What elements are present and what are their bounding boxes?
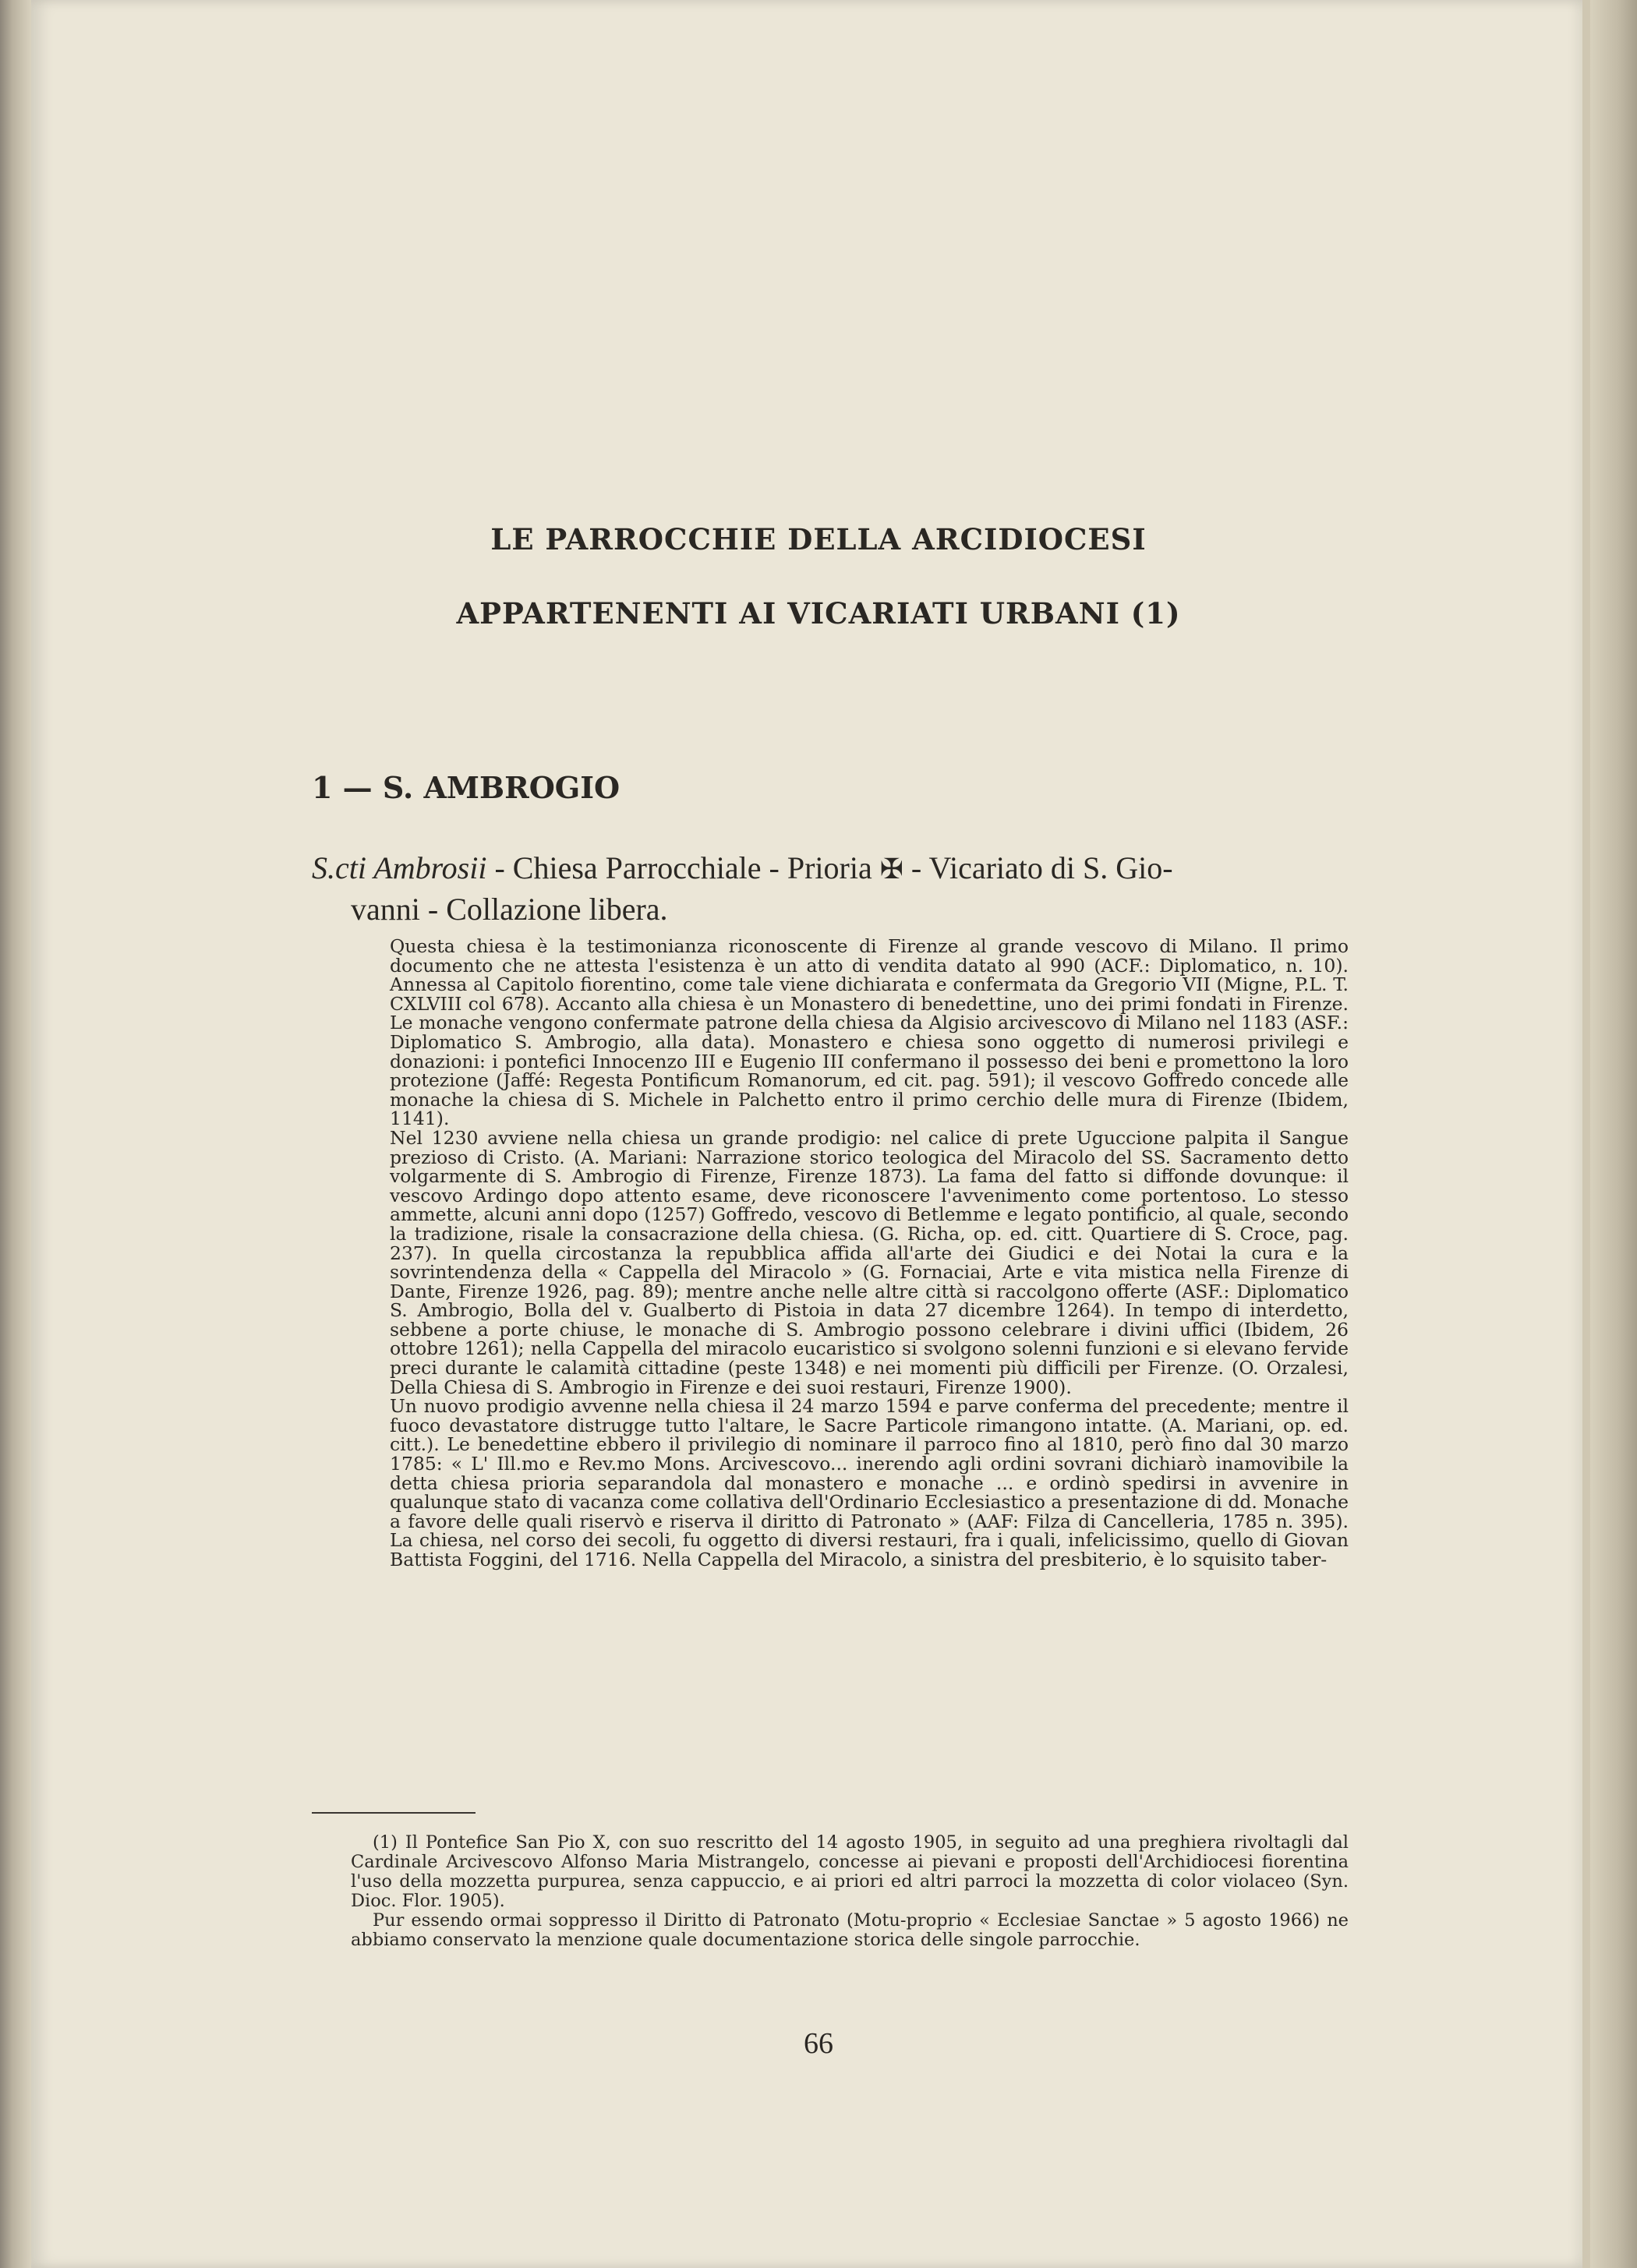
document-title: LE PARROCCHIE DELLA ARCIDIOCESI [490, 522, 1147, 556]
scan-left-edge [0, 0, 31, 2268]
body-paragraph-2: Nel 1230 avviene nella chiesa un grande prodigio: nel calice di prete Uguccione palpita il Sangue prezioso di Cristo. (A. Mariani: Narrazione storico teologica del Miracolo del SS. Sacramento detto volgarmente di S. Ambrogio di Firenze, Firenze 1873). La fama del fatto si diffonde dovunque: il vescovo Ardingo dopo attento esame, deve riconoscere l'avvenimento come portentoso. Lo stesso ammette, alcuni anni dopo (1257) Goffredo, vescovo di Betlemme e legato pontificio, al quale, secondo la tradizione, risale la consacrazione della chiesa. (G. Richa, op. ed. citt. Quartiere di S. Croce, pag. 237). In quella circostanza la repubblica affida all'arte dei Giudici e dei Notai la cura e la sovrintendenza della « Cappella del Miracolo » (G. Fornaciai, Arte e vita mistica nella Firenze di Dante, Firenze 1926, pag. 89); mentre anche nelle altre città si raccolgono offerte (ASF.: Diplomatico S. Ambrogio, Bolla del v. Gualberto di Pistoia in data 27 dicembre 1264). In tempo di interdetto, sebbene a porte chiuse, le monache di S. Ambrogio possono celebrare i divini uffici (Ibidem, 26 ottobre 1261); nella Cappella del miracolo eucaristico si svolgono solenni funzioni e si elevano fervide preci durante le calamità cittadine (peste 1348) e nei momenti più difficili per Firenze. (O. Orzalesi, Della Chiesa di S. Ambrogio in Firenze e dei suoi restauri, Firenze 1900). [390, 1126, 1349, 1398]
intro-vicariate: - Vicariato di S. Gio- [903, 850, 1173, 885]
section-intro [312, 848, 1349, 930]
footnote-rule [312, 1812, 476, 1814]
document-subtitle: APPARTENENTI AI VICARIATI URBANI (1) [456, 596, 1181, 631]
intro-church-type: - Chiesa Parrocchiale - Prioria [486, 850, 880, 885]
body-paragraph-3: Un nuovo prodigio avvenne nella chiesa il 24 marzo 1594 e parve conferma del precedente; mentre il fuoco devastatore distrugge tutto l'altare, le Sacre Particole rimangono intatte. (A. Mariani, op. ed. citt.). Le benedettine ebbero il privilegio di nominare il parroco fino al 1810, però fino dal 30 marzo 1785: « L' Ill.mo e Rev.mo Mons. Arcivescovo... inerendo agli ordini sovrani dichiarò inamovibile la detta chiesa prioria separandola dal monastero e monache ... e ordinò spedirsi in avvenire in qualunque stato di vacanza come collativa dell'Ordinario Ecclesiastico a presentazione di dd. Monache a favore delle quali riservò e riserva il diritto di Patronato » (AAF: Filza di Cancelleria, 1785 n. 395). La chiesa, nel corso dei secoli, fu oggetto di diversi restauri, fra i quali, infelicissimo, quello di Giovan Battista Foggini, del 1716. Nella Cappella del Miracolo, a sinistra del presbiterio, è lo squisito taber- [390, 1395, 1349, 1570]
body-paragraph-1: Questa chiesa è la testimonianza riconoscente di Firenze al grande vescovo di Milano. Il primo documento che ne attesta l'esistenza è un atto di vendita datato al 990 (ACF.: Diplomatico, n. 10). Annessa al Capitolo fiorentino, come tale viene dichiarata e confermata da Gregorio VII (Migne, P.L. T. CXLVIII col 678). Accanto alla chiesa è un Monastero di benedettine, uno dei primi fondati in Firenze. Le monache vengono confermate patrone della chiesa da Algisio arcivescovo di Milano nel 1183 (ASF.: Diplomatico S. Ambrogio, alla data). Monastero e chiesa sono oggetto di numerosi privilegi e donazioni: i pontefici Innocenzo III e Eugenio III confermano il possesso dei beni e promettono la loro protezione (Jaffé: Regesta Pontificum Romanorum, ed cit. pag. 591); il vescovo Goffredo concede alle monache la chiesa di S. Michele in Palchetto entro il primo cerchio delle mura di Firenze (Ibidem, 1141). [390, 935, 1349, 1130]
section-title: 1 — S. AMBROGIO [312, 770, 621, 805]
footnote-1: (1) Il Pontefice San Pio X, con suo rescritto del 14 agosto 1905, in seguito ad una preghiera rivoltagli dal Cardinale Arcivescovo Alfonso Maria Mistrangelo, concesse ai pievani e proposti dell'Archidiocesi fiorentina l'uso della mozzetta purpurea, senza cappuccio, e ai priori ed altri parroci la mozzetta di color violaceo (Syn. Dioc. Flor. 1905). [351, 1832, 1349, 1911]
scan-right-edge [1590, 0, 1637, 2268]
intro-latin-name: S.cti Ambrosii [312, 850, 487, 885]
intro-line-2: vanni - Collazione libera. [351, 892, 668, 927]
footnote-2: Pur essendo ormai soppresso il Diritto di Patronato (Motu-proprio « Ecclesiae Sanctae » 5 agosto 1966) ne abbiamo conservato la menzione quale documentazione storica delle singole parrocchie. [351, 1910, 1349, 1950]
cross-icon: ✠ [879, 853, 903, 885]
page-number: 66 [804, 2027, 833, 2060]
body-text [390, 937, 1349, 1570]
footnotes [351, 1833, 1349, 1950]
